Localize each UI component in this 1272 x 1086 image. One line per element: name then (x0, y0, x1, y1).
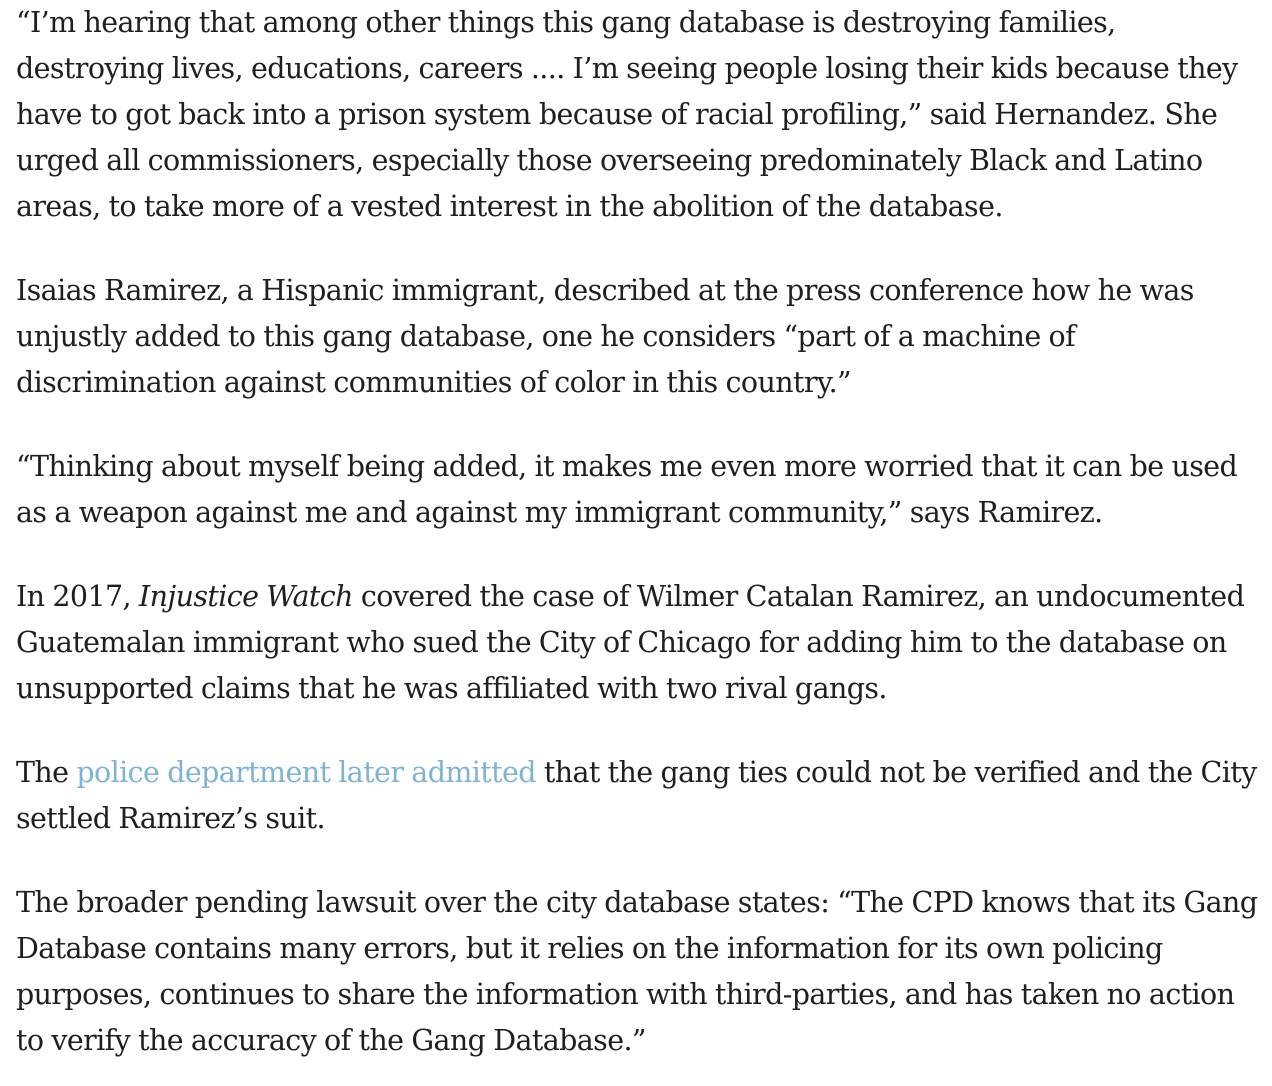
paragraph-ramirez-intro (16, 268, 1256, 406)
text-line: destroying lives, educations, careers .... I’m seeing people losing their kids because they (16, 52, 1238, 85)
text-line: urged all commissioners, especially those overseeing predominately Black and Latino (16, 144, 1203, 177)
publication-name: Injustice Watch (138, 580, 353, 613)
text-line: have to got back into a prison system because of racial profiling,” said Hernandez. She (16, 98, 1218, 131)
text-line: “Thinking about myself being added, it makes me even more worried that it can be used (16, 450, 1238, 483)
text-span: In 2017, (16, 580, 139, 613)
text-span: covered the case of Wilmer Catalan Ramirez, an undocumented (352, 580, 1245, 613)
text-line: unjustly added to this gang database, one he considers “part of a machine of (16, 320, 1076, 353)
text-line: as a weapon against me and against my immigrant community,” says Ramirez. (16, 496, 1103, 529)
text-line: to verify the accuracy of the Gang Database.” (16, 1024, 646, 1057)
text-span: The (16, 756, 77, 789)
text-line (16, 750, 1256, 796)
text-line: areas, to take more of a vested interest in the abolition of the database. (16, 190, 1003, 223)
text-span: that the gang ties could not be verified and the City (535, 756, 1257, 789)
text-line: Database contains many errors, but it relies on the information for its own policing (16, 932, 1163, 965)
paragraph-lawsuit-quote (16, 880, 1256, 1064)
police-department-link[interactable]: police department later admitted (76, 756, 536, 789)
text-line: unsupported claims that he was affiliated with two rival gangs. (16, 672, 887, 705)
text-line (16, 574, 1256, 620)
text-line: settled Ramirez’s suit. (16, 802, 325, 835)
text-line: Guatemalan immigrant who sued the City of Chicago for adding him to the database on (16, 626, 1227, 659)
text-line: Isaias Ramirez, a Hispanic immigrant, described at the press conference how he was (16, 274, 1194, 307)
text-line: The broader pending lawsuit over the city database states: “The CPD knows that its Gang (16, 886, 1258, 919)
paragraph-ramirez-quote (16, 444, 1256, 536)
text-line: purposes, continues to share the information with third-parties, and has taken no action (16, 978, 1235, 1011)
paragraph-police-admitted (16, 750, 1256, 842)
paragraph-injustice-watch (16, 574, 1256, 712)
paragraph-hernandez-quote (16, 0, 1256, 230)
text-line: discrimination against communities of color in this country.” (16, 366, 851, 399)
text-line: “I’m hearing that among other things this gang database is destroying families, (16, 6, 1116, 39)
